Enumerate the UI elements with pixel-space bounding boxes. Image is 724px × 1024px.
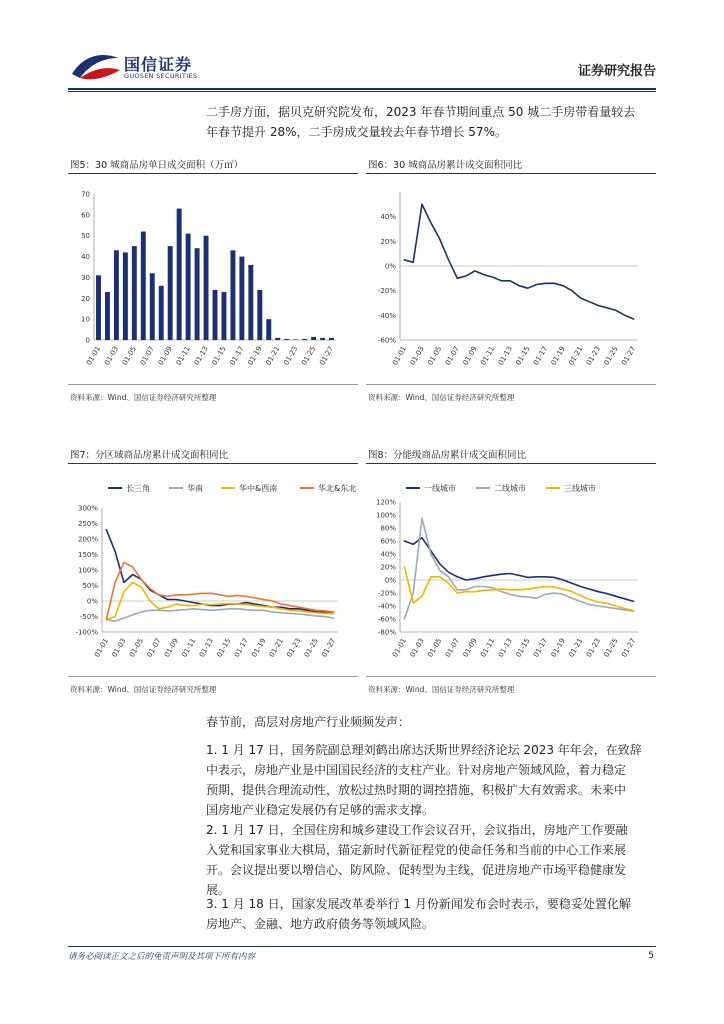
x-tick-label: 01-21: [264, 345, 282, 367]
x-tick-label: 01-01: [85, 345, 103, 367]
y-tick-label: -20%: [377, 589, 396, 598]
text-line: 预期，提供合理流动性，放松过热时期的调控措施，积极扩大有效需求。未来中: [206, 783, 627, 797]
y-tick-label: 250%: [77, 520, 98, 528]
fig7-source: 资料来源：Wind、国信证券经济研究所整理: [70, 685, 217, 694]
x-tick-label: 01-17: [232, 637, 250, 659]
x-tick-label: 01-11: [180, 637, 198, 659]
bar: [230, 250, 235, 340]
x-tick-label: 01-03: [408, 345, 426, 367]
y-tick-label: 20: [81, 294, 90, 303]
list-item-1: [206, 740, 656, 820]
fig8-title: 图8：分能级商品房累计成交面积同比: [368, 450, 527, 461]
text-line: 国房地产业稳定发展仍有足够的需求支撑。: [206, 803, 435, 817]
x-tick-label: 01-23: [285, 637, 303, 659]
y-tick-label: -40%: [377, 311, 396, 320]
legend-label: 华北&东北: [318, 484, 357, 493]
x-tick-label: 01-01: [391, 637, 409, 659]
legend-label: 华南: [187, 484, 203, 493]
y-tick-label: 100%: [375, 511, 396, 520]
fig8-bottom-rule: [366, 676, 656, 677]
x-tick-label: 01-13: [197, 637, 215, 659]
text-line: 二手房方面，据贝克研究院发布，2023 年春节期间重点 50 城二手房带看量较去: [206, 105, 636, 119]
report-type-label: 证券研究报告: [577, 64, 656, 79]
y-tick-label: -20%: [377, 287, 396, 296]
list-item-3: [206, 894, 656, 934]
text-line: 中表示，房地产业是中国国民经济的支柱产业。针对房地产领域风险，着力稳定: [206, 763, 627, 777]
legend-label: 一线城市: [424, 484, 456, 493]
x-tick-label: 01-17: [532, 345, 550, 367]
text-line: 房地产、金融、地方政府债务等领域风险。: [206, 917, 435, 931]
x-tick-label: 01-25: [300, 345, 318, 367]
fig8-top-rule: [366, 463, 656, 464]
y-tick-label: 50: [81, 232, 90, 241]
bar: [132, 246, 137, 340]
y-tick-label: 50%: [82, 582, 98, 590]
bar: [204, 236, 209, 340]
y-tick-label: 60: [81, 211, 90, 220]
y-tick-label: 0%: [86, 597, 98, 606]
bar: [266, 319, 271, 340]
text-line: 1. 1 月 17 日，国务院副总理刘鹤出席达沃斯世界经济论坛 2023 年年会，在致辞: [206, 743, 642, 757]
fig5-title: 图5：30 城商品房单日成交面积（万㎡）: [70, 160, 244, 171]
bar: [150, 273, 155, 340]
x-tick-label: 01-17: [228, 345, 246, 367]
bar: [141, 232, 146, 340]
x-tick-label: 01-23: [584, 345, 603, 367]
y-tick-label: 100%: [77, 566, 98, 575]
x-tick-label: 01-13: [192, 345, 210, 367]
x-tick-label: 01-07: [145, 637, 163, 659]
y-tick-label: -60%: [377, 336, 396, 345]
fig5-bottom-rule: [68, 384, 358, 385]
x-tick-label: 01-23: [282, 345, 300, 367]
header-rule-thin: [68, 91, 656, 92]
y-tick-label: 40%: [380, 213, 396, 222]
text-line: 年春节提升 28%，二手房成交量较去年春节增长 57%。: [206, 125, 507, 139]
text-line: 开。会议提出要以增信心、防风险、促转型为主线，促进房地产市场平稳健康发: [206, 863, 627, 877]
paragraph-intro: 春节前，高层对房地产行业频频发声：: [206, 715, 411, 729]
x-tick-label: 01-21: [267, 637, 285, 659]
x-tick-label: 01-27: [320, 637, 338, 659]
bar: [123, 252, 128, 340]
series-line: [404, 204, 633, 319]
series-line: [404, 518, 633, 619]
y-tick-label: 0: [85, 336, 90, 345]
fig5-chart: [68, 180, 360, 380]
x-tick-label: 01-15: [210, 345, 228, 367]
x-tick-label: 01-01: [93, 637, 111, 659]
x-tick-label: 01-05: [426, 345, 444, 367]
paragraph-second-hand: [206, 102, 656, 142]
y-tick-label: 0%: [384, 576, 396, 585]
x-tick-label: 01-09: [461, 345, 479, 367]
x-tick-label: 01-25: [302, 637, 320, 659]
y-tick-label: 20%: [380, 237, 396, 246]
x-tick-label: 01-15: [514, 345, 532, 367]
y-tick-label: 300%: [77, 504, 98, 513]
y-tick-label: 30: [81, 273, 90, 282]
x-tick-label: 01-05: [426, 637, 444, 659]
x-tick-label: 01-23: [584, 637, 603, 659]
bar: [168, 246, 173, 340]
x-tick-label: 01-27: [620, 637, 638, 659]
y-tick-label: 70: [81, 190, 90, 199]
logo-chinese-name: 国信证券: [124, 55, 193, 74]
fig6-chart: [366, 180, 658, 380]
logo-english-name: GUOSEN SECURITIES: [124, 72, 198, 80]
text-line: 入党和国家事业大棋局，锚定新时代新征程党的使命任务和当前的中心工作来展: [206, 843, 627, 857]
y-tick-label: 10: [81, 315, 90, 324]
x-tick-label: 01-19: [250, 637, 268, 659]
x-tick-label: 01-09: [162, 637, 181, 659]
fig7-title: 图7：分区域商品房累计成交面积同比: [70, 450, 229, 461]
text-line: 3. 1 月 18 日，国家发展改革委举行 1 月份新闻发布会时表示，要稳妥处置化解: [206, 897, 631, 911]
x-tick-label: 01-07: [443, 345, 462, 367]
y-tick-label: 80%: [380, 524, 396, 533]
bar: [239, 257, 244, 340]
x-tick-label: 01-07: [138, 345, 156, 367]
legend-label: 二线城市: [494, 484, 526, 493]
fig8-chart: [366, 472, 658, 672]
x-tick-label: 01-19: [246, 345, 264, 367]
y-tick-label: -80%: [377, 628, 396, 637]
bar: [275, 338, 280, 340]
list-item-2: [206, 820, 656, 900]
y-tick-label: 60%: [380, 537, 396, 546]
bar: [257, 290, 262, 340]
fig7-bottom-rule: [68, 676, 358, 677]
y-tick-label: -40%: [377, 602, 396, 611]
y-tick-label: 40%: [380, 550, 396, 559]
y-tick-label: 120%: [375, 498, 396, 507]
bar: [311, 337, 316, 340]
x-tick-label: 01-13: [496, 637, 514, 659]
bar: [159, 286, 164, 340]
y-tick-label: 150%: [77, 551, 98, 559]
bar: [186, 234, 191, 340]
fig5-source: 资料来源：Wind、国信证券经济研究所整理: [70, 393, 217, 402]
fig7-top-rule: [68, 463, 358, 464]
x-tick-label: 01-25: [602, 345, 620, 367]
x-tick-label: 01-27: [318, 345, 336, 367]
bar: [284, 339, 289, 340]
y-tick-label: 20%: [380, 563, 396, 572]
bar: [105, 292, 110, 340]
x-tick-label: 01-11: [479, 345, 497, 367]
x-tick-label: 01-03: [103, 345, 121, 367]
fig6-top-rule: [366, 173, 656, 174]
series-line: [404, 567, 633, 611]
y-tick-label: -100%: [75, 628, 98, 637]
x-tick-label: 01-19: [549, 345, 567, 367]
x-tick-label: 01-15: [514, 637, 532, 659]
bar: [329, 338, 334, 340]
x-tick-label: 01-05: [120, 345, 139, 367]
x-tick-label: 01-11: [174, 345, 192, 367]
footer-disclaimer: 请务必阅读正文之后的免责声明及其项下所有内容: [68, 952, 256, 962]
fig7-chart: [68, 472, 360, 672]
legend-label: 华中&西南: [239, 484, 278, 493]
bar: [302, 339, 307, 340]
x-tick-label: 01-25: [602, 637, 620, 659]
text-line: 展。: [206, 883, 231, 897]
fig8-source: 资料来源：Wind、国信证券经济研究所整理: [368, 685, 515, 694]
bar: [96, 275, 101, 340]
y-tick-label: 200%: [77, 535, 98, 544]
x-tick-label: 01-27: [620, 345, 638, 367]
x-tick-label: 01-19: [549, 637, 567, 659]
fig6-title: 图6：30 城商品房累计成交面积同比: [368, 160, 523, 171]
fig6-bottom-rule: [366, 384, 656, 385]
y-tick-label: 0%: [384, 262, 396, 271]
page-number: 5: [648, 951, 654, 961]
bar: [177, 209, 182, 340]
y-tick-label: -50%: [79, 613, 98, 621]
bar: [213, 290, 218, 340]
x-tick-label: 01-03: [408, 637, 426, 659]
x-tick-label: 01-05: [127, 637, 146, 659]
x-tick-label: 01-17: [532, 637, 550, 659]
x-tick-label: 01-11: [479, 637, 497, 659]
x-tick-label: 01-21: [567, 345, 585, 367]
bar: [195, 248, 200, 340]
x-tick-label: 01-01: [391, 345, 409, 367]
legend-label: 长三角: [126, 484, 150, 493]
y-tick-label: -60%: [377, 615, 396, 624]
x-tick-label: 01-15: [215, 637, 233, 659]
legend-label: 三线城市: [564, 484, 596, 493]
x-tick-label: 01-09: [461, 637, 479, 659]
y-tick-label: 40: [81, 253, 90, 262]
x-tick-label: 01-09: [156, 345, 174, 367]
bar: [293, 339, 298, 340]
footer-rule: [68, 946, 656, 947]
fig6-source: 资料来源：Wind、国信证券经济研究所整理: [368, 393, 515, 402]
x-tick-label: 01-13: [496, 345, 514, 367]
bar: [248, 265, 253, 340]
x-tick-label: 01-07: [443, 637, 462, 659]
series-line: [106, 530, 333, 612]
header-rule: [68, 88, 656, 90]
bar: [221, 292, 226, 340]
bar: [320, 338, 325, 340]
text-line: 2. 1 月 17 日，全国住房和城乡建设工作会议召开，会议指出，房地产工作要融: [206, 823, 628, 837]
x-tick-label: 01-03: [110, 637, 128, 659]
x-tick-label: 01-21: [567, 637, 585, 659]
bar: [114, 250, 119, 340]
fig5-top-rule: [68, 173, 358, 174]
